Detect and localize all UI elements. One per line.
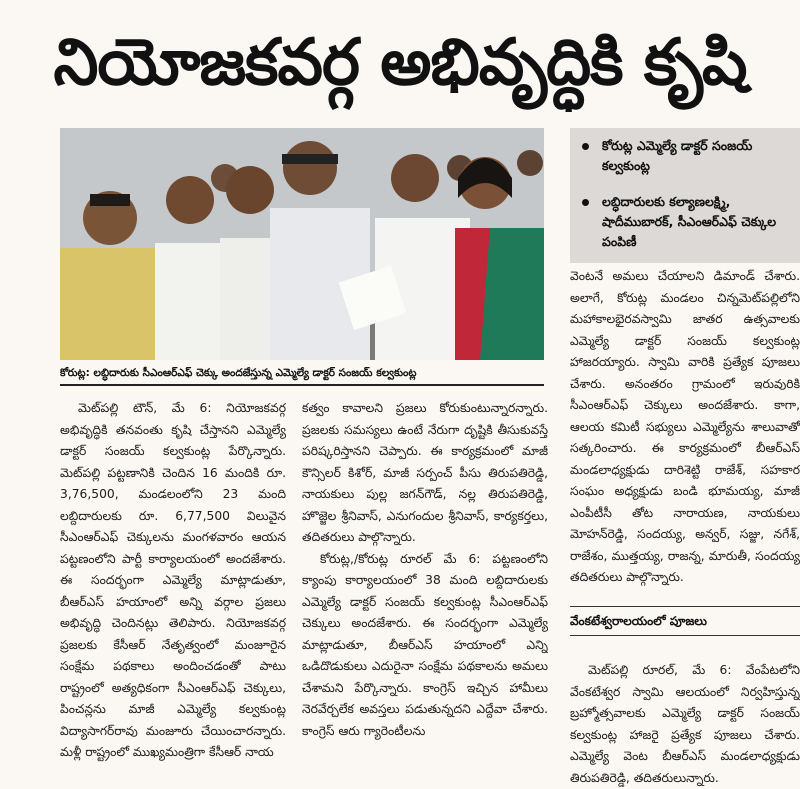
headline: నియోజకవర్గ అభివృద్ధికి కృషి [53, 26, 747, 100]
article-paragraph: మెట్‌పల్లి టౌన్, మే 6: నియోజకవర్గ అభివృద్ధికి తనవంతు కృషి చేస్తానని ఎమ్మెల్యే డాక్టర్ సంజయ్ కల్వకుంట్ల పేర్కొన్నారు. మెట్‌పల్లి పట్టణానికి చెందిన 16 మందికి రూ. 3,76,500, మండలంలోని 23 మంది లబ్దిదారులకు రూ. 6,77,500 విలువైన సీఎంఆర్‌ఎఫ్ చెక్కులను మంగళవారం ఆయన పట్టణంలోని పార్టీ కార్యాలయంలో అందజేశారు. ఈ సందర్భంగా ఎమ్మెల్యే మాట్లాడుతూ, బీఆర్‌ఎస్ హయాంలో అన్ని వర్గాల ప్రజలు అభివృద్ధి చెందినట్లు తెలిపారు. నియోజకవర్గ ప్రజలకు కేసీఆర్ నేతృత్వంలో మంజూరైన సంక్షేమ పథకాలు అందించడంతో పాటు రాష్ట్రంలో అత్యధికంగా సీఎంఆర్‌ఎఫ్ చెక్కులు, పించన్లను మాజీ ఎమ్మెల్యే కల్వకుంట్ల విద్యాసాగర్‌రావు మంజూరు చేయించారన్నారు. మళ్లీ రాష్ట్రంలో ముఖ్యమంత్రిగా కేసీఆర్ నాయ [60, 401, 286, 759]
article-column-1 [60, 398, 286, 789]
article-paragraph: వెంటనే అమలు చేయాలని డిమాండ్ చేశారు. అలాగే, కోరుట్ల మండలం చిన్నమెట్‌పల్లిలోని మహాకాలభైరవస్వామి జాతర ఉత్సవాలకు ఎమ్మెల్యే డాక్టర్ సంజయ్ కల్వకుంట్ల హాజరయ్యారు. స్వామి వారికి ప్రత్యేక పూజలు చేశారు. అనంతరం గ్రామంలో ఇరువురికి సీఎంఆర్‌ఎఫ్ చెక్కులు అందజేశారు. కాగా, ఆలయ కమిటీ సభ్యులు ఎమ్మెల్యేను శాలువాతో సత్కరించారు. ఈ కార్యక్రమంలో బీఆర్‌ఎస్ మండలాధ్యక్షుడు దారిశెట్టి రాజేశ్, సహకార సంఘం అధ్యక్షుడు బండి భూమయ్య, మాజీ ఎంపీటీసీ తోట నారాయణ, నాయకులు మోహన్‌రెడ్డి, సందయ్య, అన్వర్, సజ్జు, నగేశ్, రాజేశం, ముత్తయ్య, రాజన్న, మారుతీ, సందయ్య తదితరులు పాల్గొన్నారు. [570, 269, 800, 584]
article-column-3 [570, 266, 800, 604]
highlight-text: కోరుట్ల ఎమ్మెల్యే డాక్టర్ సంజయ్ కల్వకుంట్ల [602, 138, 753, 173]
article-column-3b [570, 660, 800, 789]
article-paragraph: మెట్‌పల్లి రూరల్, మే 6: వేంపేటలోని వేంకటేశ్వర స్వామి ఆలయంలో నిర్వహిస్తున్న బ్రహ్మోత్సవాలకు ఎమ్మెల్యే డాక్టర్ సంజయ్ కల్వకుంట్ల హాజరై ప్రత్యేక పూజలు చేశారు. ఎమ్మెల్యే వెంట బీఆర్‌ఎస్ మండలాధ్యక్షుడు తిరుపతిరెడ్డి, తదితరులున్నారు. [570, 663, 800, 785]
photo-caption: కోరుట్ల: లబ్ధిదారుకు సీఎంఆర్‌ఎఫ్ చెక్కు అందజేస్తున్న ఎమ్మెల్యే డాక్టర్ సంజయ్ కల్వకుంట్ల [60, 362, 544, 386]
article-paragraph: కోరుట్ల,/కోరుట్ల రూరల్ మే 6: పట్టణంలోని క్యాంపు కార్యాలయంలో 38 మంది లబ్దిదారులకు ఎమ్మెల్యే డాక్టర్ సంజయ్ కల్వకుంట్ల సీఎంఆర్‌ఎఫ్ చెక్కులు అందజేశారు. ఈ సందర్భంగా ఎమ్మెల్యే మాట్లాడుతూ, బీఆర్‌ఎస్ హయాంలో ఎన్ని ఒడిదొడుకులు ఎదురైనా సంక్షేమ పథకాలను అమలు చేశామని పేర్కొన్నారు. కాంగ్రెస్ ఇచ్చిన హామీలు నెరవేర్చలేక అవస్తలు పడుతున్నదని ఎద్దేవా చేశారు. కాంగ్రెస్ ఆరు గ్యారెంటీలను [302, 551, 548, 738]
highlight-item [582, 192, 798, 252]
bullet-icon [582, 199, 589, 206]
subheading: వేంకటేశ్వరాలయంలో పూజలు [570, 606, 800, 636]
news-photo [60, 128, 544, 360]
photo-illustration [60, 128, 544, 360]
highlight-text: లబ్ధిదారులకు కల్యాణలక్ష్మి, షాదీముబారక్, సీఎంఆర్‌ఎఫ్ చెక్కుల పంపిణీ [602, 194, 777, 249]
highlight-item [582, 136, 798, 176]
article-column-2 [302, 398, 548, 789]
article-paragraph: కత్వం కావాలని ప్రజలు కోరుకుంటున్నారన్నారు. ప్రజలకు సమస్యలు ఉంటే నేరుగా దృష్టికి తీసుకువస్తే పరిష్కరిస్తానని చెప్పారు. ఈ కార్యక్రమంలో మాజీ కౌన్సిలర్ కిశోర్, మాజీ సర్పంచ్ పీసు తిరుపతిరెడ్డి, నాయకులు పుల్ల జగన్‌గౌడ్, నల్ల తిరుపతిరెడ్డి, హొజ్జెల శ్రీనివాస్, ఎనుగందుల శ్రీనివాస్, కార్యకర్తలు, తదితరులు పాల్గొన్నారు. [302, 401, 548, 544]
highlights-box [570, 128, 800, 263]
bullet-icon [582, 143, 589, 150]
